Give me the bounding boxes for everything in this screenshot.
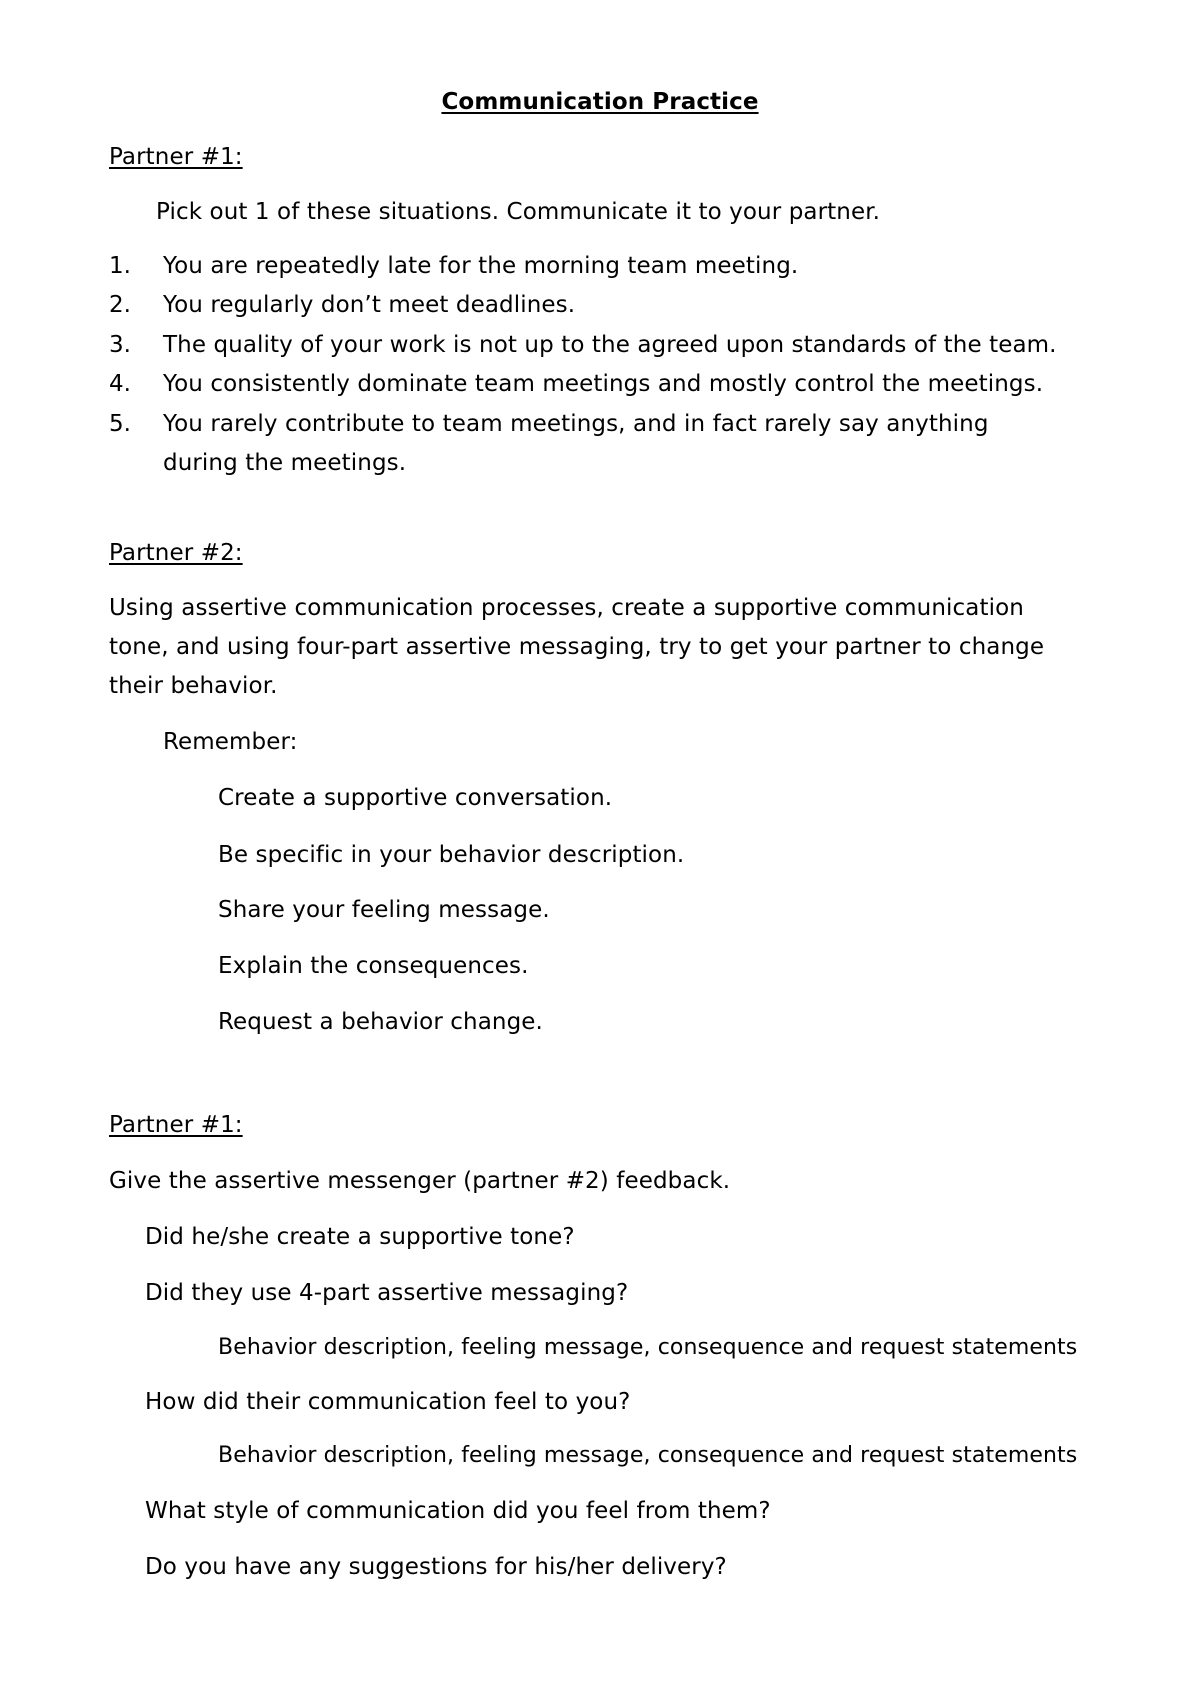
reminder-item: Be specific in your behavior description. <box>218 842 685 868</box>
remember-label: Remember: <box>163 729 298 755</box>
situation-text-continued: during the meetings. <box>163 450 407 476</box>
partner-2-paragraph-line: tone, and using four-part assertive messaging, try to get your partner to change <box>109 634 1045 660</box>
situation-text: You rarely contribute to team meetings, and in fact rarely say anything <box>163 411 989 437</box>
situation-number: 5. <box>109 411 131 437</box>
feedback-question: How did their communication feel to you? <box>145 1389 631 1415</box>
reminder-item: Create a supportive conversation. <box>218 785 613 811</box>
reminder-item: Request a behavior change. <box>218 1009 543 1035</box>
feedback-question: Did he/she create a supportive tone? <box>145 1224 575 1250</box>
reminder-item: Share your feeling message. <box>218 897 550 923</box>
partner-1-heading: Partner #1: <box>109 144 243 170</box>
feedback-question: Do you have any suggestions for his/her delivery? <box>145 1554 727 1580</box>
situation-number: 1. <box>109 253 131 279</box>
feedback-question: Did they use 4-part assertive messaging? <box>145 1280 629 1306</box>
partner-1-feedback-heading: Partner #1: <box>109 1112 243 1138</box>
situation-text: You consistently dominate team meetings and mostly control the meetings. <box>163 371 1044 397</box>
situation-number: 4. <box>109 371 131 397</box>
partner-1-instruction: Pick out 1 of these situations. Communicate it to your partner. <box>156 199 881 225</box>
reminder-item: Explain the consequences. <box>218 953 529 979</box>
page-title: Communication Practice <box>441 89 759 115</box>
feedback-detail: Behavior description, feeling message, consequence and request statements <box>218 1335 1078 1360</box>
feedback-intro: Give the assertive messenger (partner #2) feedback. <box>109 1168 731 1194</box>
feedback-question: What style of communication did you feel from them? <box>145 1498 771 1524</box>
situation-number: 3. <box>109 332 131 358</box>
partner-2-heading: Partner #2: <box>109 540 243 566</box>
situation-text: You regularly don’t meet deadlines. <box>163 292 576 318</box>
feedback-detail: Behavior description, feeling message, consequence and request statements <box>218 1443 1078 1468</box>
partner-2-paragraph-line: their behavior. <box>109 673 278 699</box>
situation-text: You are repeatedly late for the morning team meeting. <box>163 253 799 279</box>
situation-text: The quality of your work is not up to the agreed upon standards of the team. <box>163 332 1057 358</box>
partner-2-paragraph-line: Using assertive communication processes, create a supportive communication <box>109 595 1024 621</box>
situation-number: 2. <box>109 292 131 318</box>
